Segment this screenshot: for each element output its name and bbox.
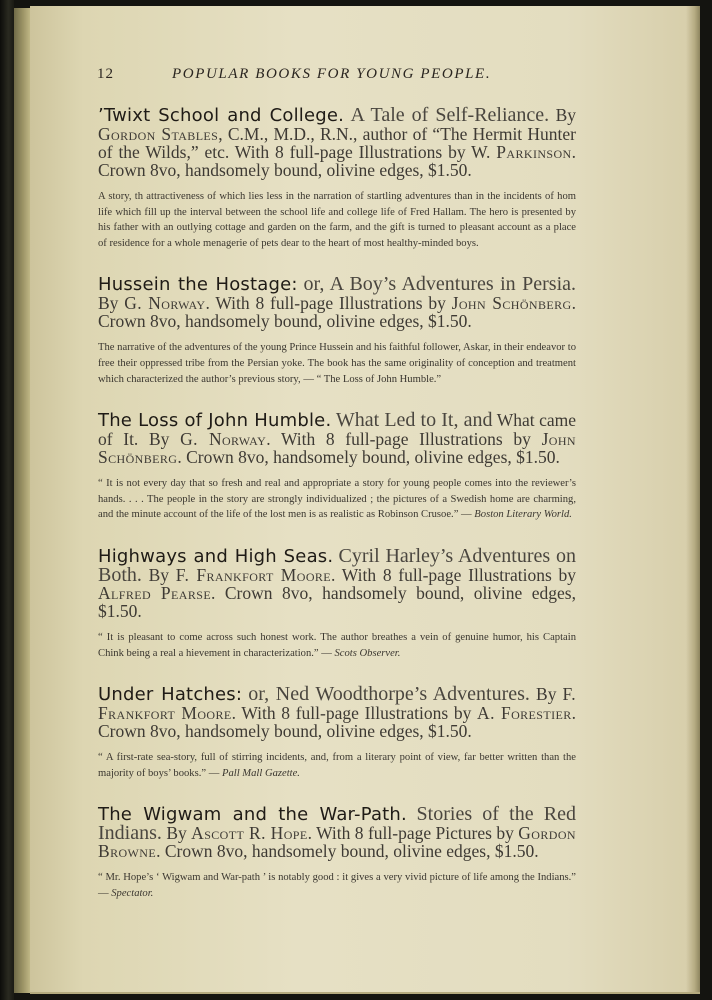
book-details: . Crown 8vo, handsomely bound, olivine edges, $1.50. [98,582,576,621]
review-text: “ Mr. Hope’s ‘ Wigwam and War-path ’ is notably good : it gives a very vivid picture of life among the Indians.” — [98,872,576,899]
review-quote [98,630,576,661]
book-author: G. Norway [124,293,206,314]
review-text: A story, th attractiveness of which lies less in the narration of startling adventures than in the incidents of hom life which fill up the interval between the school life and college life of Fred Hallam. The hero is presented by his father with an outlying cottage and garden on the farm, and the gift is turned to pleasant account as a place of residence for a whole menagerie of pets dear to the heart of most healthy-minded boys. [98,191,576,249]
entry-heading [98,805,576,860]
review-source: Boston Literary World. [474,509,572,521]
entry-heading [98,685,576,740]
book-author: F. Frankfort Moore [175,564,332,585]
book-entry [98,544,576,661]
entry-heading [98,106,576,179]
review-quote [98,870,576,901]
book-author: F. Frankfort Moore [98,684,577,724]
book-title: The Wigwam and the War-Path. [98,804,407,826]
book-details: By [98,293,125,314]
book-illustrator: Alfred Pearse [98,582,212,603]
book-subtitle: Stories of the Red Indians. [98,803,577,845]
page-edge-shadow [686,6,700,992]
book-subtitle: A Tale of Self-Reliance. [350,104,550,126]
book-details: By [166,823,192,844]
book-entry [98,106,576,251]
book-title: Under Hatches: [98,684,243,706]
book-entry [98,685,576,781]
book-details: . With 8 full-page Illustrations by [205,293,452,314]
entry-heading [98,275,576,330]
book-details: By [555,105,577,125]
review-text: “ It is pleasant to come across such honest work. The author breathes a vein of genuine humor, his Captain Chink being a real a hievement in characterization.” — [98,631,576,659]
book-details: By [536,684,563,705]
review-quote [98,189,576,251]
book-entry [98,805,576,901]
review-source: Scots Observer. [334,647,401,659]
book-author: G. Norway [180,429,267,450]
page-number: 12 [97,66,114,82]
book-details: . Crown 8vo, handsomely bound, olivine edges, $1.50. [177,447,560,468]
book-details: . With 8 full-page Illustrations by [331,564,576,585]
review-text: “ A first-rate sea-story, full of stirring incidents, and, from a literary point of view, far better written than the majority of boys’ books.” — [98,752,576,779]
book-details: . With 8 full-page Pictures by [307,823,519,844]
book-details: What came of It. By [98,410,577,450]
book-illustrator: John Schönberg [451,293,572,314]
book-details: . Crown 8vo, handsomely bound, olivine edges, $1.50. [98,293,576,332]
book-illustrator: Gordon Browne [98,823,576,862]
book-title: Hussein the Hostage: [98,274,298,296]
book-details: By [148,564,176,585]
book-illustrator: John Schönberg [98,429,576,468]
book-illustrator: Parkinson [496,142,572,162]
book-author: Ascott R. Hope [191,823,308,844]
book-subtitle: or, Ned Woodthorpe’s Adventures. [248,683,530,706]
book-details: . With 8 full-page Illustrations by [266,429,542,450]
book-subtitle: or, A Boy’s Adventures in Persia. [303,273,576,296]
book-title: The Loss of John Humble. [98,410,332,432]
book-title: Highways and High Seas. [98,545,334,567]
book-list [98,106,576,926]
book-illustrator: A. Forestier [477,703,572,724]
book-author: Gordon Stables [98,124,219,144]
book-binding [0,0,14,1000]
book-subtitle: What Led to It, and [335,409,493,432]
review-source: Spectator. [111,887,154,899]
book-subtitle: Cyril Harley’s Adventures on Both. [98,544,576,586]
review-quote [98,750,576,781]
book-entry [98,275,576,387]
review-text: “ It is not every day that so fresh and real and appropriate a story for young people comes into the reviewer’s hands. . . . The people in the story are strongly individualized ; the pictures of a Swedish home are charming, and the minute account of the life of the lost men is as realistic as Robinson Crusoe.” — [98,478,576,521]
book-details: . Crown 8vo, handsomely bound, olivine edges, $1.50. [98,142,576,180]
book-title: ’Twixt School and College. [98,105,345,126]
entry-heading [98,411,576,466]
review-text: The narrative of the adventures of the young Prince Hussein and his faithful follower, Askar, in their endeavor to free their oppressed tribe from the Persian yoke. The book has the same originality of conception and treatment which characterized the author’s previous story, — “ The Loss of John Humble.” [98,342,576,385]
book-details: . Crown 8vo, handsomely bound, olivine edges, $1.50. [98,703,576,742]
book-entry [98,411,576,523]
entry-heading [98,544,576,621]
book-details: . Crown 8vo, handsomely bound, olivine edges, $1.50. [156,841,539,862]
review-source: Pall Mall Gazette. [221,767,300,779]
review-quote [98,476,576,523]
review-quote [98,340,576,387]
running-title: POPULAR BOOKS FOR YOUNG PEOPLE. [172,66,492,82]
book-details: . With 8 full-page Illustrations by [231,703,478,724]
book-details: , C.M., M.D., R.N., author of “The Hermit Hunter of the Wilds,” etc. With 8 full-page Illustrations by W. [98,124,576,162]
